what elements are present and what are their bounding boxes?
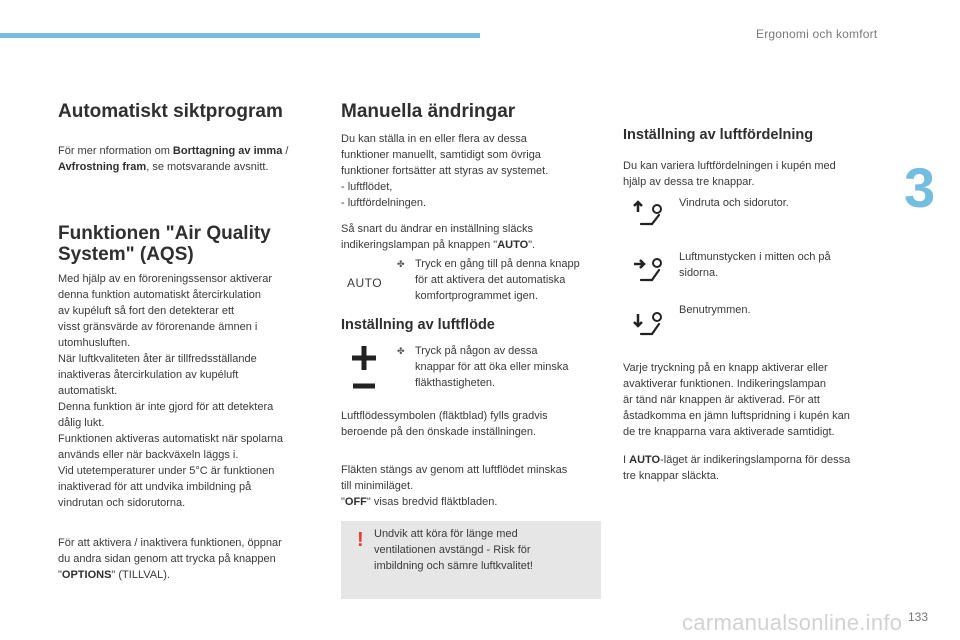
airflow-instruction: ✤ Tryck på någon av dessa knappar för att öka eller minska fläkthastigheten. — [397, 345, 569, 389]
paragraph-fan-symbol: Luftflödessymbolen (fläktblad) fylls gradvis beroende på den önskade inställningen. — [341, 410, 548, 438]
bullet-icon: ✤ — [397, 259, 405, 269]
chapter-number: 3 — [904, 156, 936, 219]
page-number: 133 — [908, 610, 929, 624]
option-windscreen: Vindruta och sidorutor. — [679, 197, 789, 209]
auto-instruction: ✤ Tryck en gång till på denna knapp för att aktivera det automatiska komfortprogrammet igen. — [397, 258, 580, 302]
footwell-distribution-icon — [632, 310, 664, 340]
paragraph-fan-off: Fläkten stängs av genom att luftflödet minskas till minimiläget. "OFF" visas bredvid fläktbladen. — [341, 464, 568, 508]
paragraph-distribution-intro: Du kan variera luftfördelningen i kupén med hjälp av dessa tre knappar. — [623, 160, 836, 188]
option-footwell: Benutrymmen. — [679, 304, 751, 316]
paragraph-manual-intro: Du kan ställa in en eller flera av dessa funktioner manuellt, samtidigt som övriga funktioner fortsätter att styras av systemet. - luftflödet, - luftfördelningen. — [341, 133, 549, 209]
warning-icon: ! — [357, 529, 364, 551]
options-button-label: OPTIONS — [61, 569, 112, 581]
plus-icon — [352, 346, 376, 370]
paragraph-auto-indicator: Så snart du ändrar en inställning släcks indikeringslampan på knappen "AUTO". — [341, 223, 536, 251]
warning-box — [341, 521, 601, 599]
centre-vent-distribution-icon — [632, 256, 664, 286]
section-title: Ergonomi och komfort — [756, 27, 878, 41]
link-defrosting: Avfrostning fram — [58, 161, 147, 173]
link-demisting: Borttagning av imma — [172, 145, 283, 157]
paragraph-aqs-description: Med hjälp av en föroreningssensor aktiverar denna funktion automatiskt återcirkulation av kupéluft så fort den detekterar ett visst gränsvärde av förorenande ämnen i utomhusluften. När luftkvaliteten åter är tillfredsställande inaktiveras återcirkulation av kupéluft automatiskt. Denna funktion är inte gjord för att detektera dålig lukt. Funktionen aktiveras automatiskt när spolarna används eller när backväxeln läggs i. Vid utetemperaturer under 5°C är funktionen inaktiverad för att undvika imbildning på vindrutan och sidorutorna. — [58, 273, 284, 509]
auto-button-label: AUTO — [347, 276, 383, 290]
paragraph-more-info: För mer nformation om Borttagning av imma / Avfrostning fram, se motsvarande avsnitt. — [58, 145, 289, 173]
watermark: carmanualsonline.info — [682, 610, 903, 635]
warning-text: Undvik att köra för länge med ventilationen avstängd - Risk för imbildning och sämre luftkvalitet! — [374, 528, 533, 572]
column-middle — [341, 100, 603, 253]
windscreen-distribution-icon — [632, 200, 664, 230]
heading-automatic-visibility: Automatiskt siktprogram — [58, 101, 283, 122]
minus-icon — [353, 383, 375, 389]
bullet-icon: ✤ — [397, 346, 405, 356]
option-centre-vents: Luftmunstycken i mitten och på sidorna. — [679, 251, 831, 279]
paragraph-press-toggle: Varje tryckning på en knapp aktiverar eller avaktiverar funktionen. Indikeringslampan är tänd när knappen är aktiverad. För att åstadkomma en jämn luftspridning i kupén kan de tre knapparna vara aktiverade samtidigt. — [623, 362, 850, 438]
heading-aqs: Funktionen "Air Quality System" (AQS) — [58, 223, 271, 265]
heading-airflow: Inställning av luftflöde — [341, 317, 495, 333]
heading-air-distribution: Inställning av luftfördelning — [623, 127, 814, 143]
column-right — [623, 126, 893, 190]
paragraph-options: För att aktivera / inaktivera funktionen, öppnar du andra sidan genom att trycka på knappen "OPTIONS" (TILLVAL). — [58, 537, 282, 581]
column-left — [58, 100, 313, 583]
paragraph-auto-mode: I AUTO-läget är indikeringslamporna för dessa tre knappar släckta. — [623, 454, 851, 482]
header-accent-bar — [0, 33, 480, 38]
heading-manual-changes: Manuella ändringar — [341, 101, 516, 122]
